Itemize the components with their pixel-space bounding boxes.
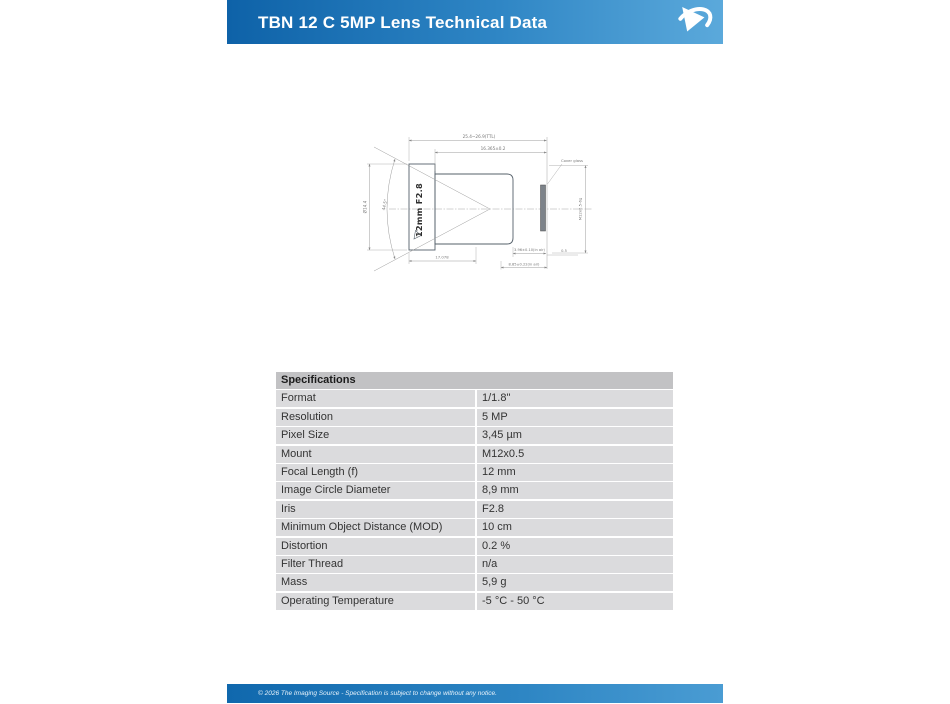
spec-value-cell: 12 mm <box>477 464 673 481</box>
spec-row <box>276 482 673 499</box>
fov-angle-label: 44.5° <box>380 198 389 211</box>
spec-label-cell: Resolution <box>276 409 475 426</box>
spec-value-cell: 8,9 mm <box>477 482 673 499</box>
spec-row <box>276 593 673 610</box>
bfl-a-label: 3.96±0.10(in air) <box>514 248 545 252</box>
spec-value-cell: 5 MP <box>477 409 673 426</box>
spec-value-cell: M12x0.5 <box>477 446 673 463</box>
spec-row <box>276 501 673 518</box>
fov-ray-upper <box>374 147 490 209</box>
footer-copyright-text: © 2026 The Imaging Source - Specification is subject to change without any notice. <box>258 690 497 697</box>
spec-row <box>276 409 673 426</box>
spec-row <box>276 446 673 463</box>
imaging-source-logo-icon <box>674 3 714 40</box>
cover-glass <box>541 185 546 231</box>
spec-label-cell: Iris <box>276 501 475 518</box>
thread-label: M12x0.5-6g <box>577 197 583 221</box>
spec-label-cell: Minimum Object Distance (MOD) <box>276 519 475 536</box>
barrel-length-label: 17.078 <box>435 254 449 260</box>
spec-value-cell: 5,9 g <box>477 574 673 591</box>
spec-row <box>276 427 673 444</box>
bfl-b-label: 8.85±0.22(in air) <box>508 262 540 267</box>
spec-label-cell: Pixel Size <box>276 427 475 444</box>
spec-row <box>276 574 673 591</box>
cg-thickness-label: 0.5 <box>561 249 567 253</box>
cover-glass-label: Cover glass <box>560 158 584 163</box>
spec-label-cell: Mass <box>276 574 475 591</box>
spec-value-cell: n/a <box>477 556 673 573</box>
spec-value-cell: 3,45 µm <box>477 427 673 444</box>
header-bar <box>227 0 723 44</box>
datasheet-page <box>227 0 723 703</box>
lens-marking-text: 12mm F2.8 <box>414 182 424 238</box>
spec-row <box>276 556 673 573</box>
specifications-table-header: Specifications <box>276 372 673 389</box>
spec-label-cell: Format <box>276 390 475 407</box>
spec-label-cell: Operating Temperature <box>276 593 475 610</box>
specifications-table <box>276 372 673 610</box>
specifications-rows <box>276 390 673 609</box>
spec-row <box>276 538 673 555</box>
spec-label-cell: Distortion <box>276 538 475 555</box>
spec-label-cell: Image Circle Diameter <box>276 482 475 499</box>
spec-label-cell: Focal Length (f) <box>276 464 475 481</box>
spec-row <box>276 519 673 536</box>
spec-value-cell: F2.8 <box>477 501 673 518</box>
footer-bar <box>227 684 723 703</box>
cover-glass-leader-line <box>548 164 563 184</box>
spec-value-cell: -5 °C - 50 °C <box>477 593 673 610</box>
spec-label-cell: Mount <box>276 446 475 463</box>
page-title: TBN 12 C 5MP Lens Technical Data <box>258 13 548 32</box>
spec-label-cell: Filter Thread <box>276 556 475 573</box>
lens-technical-drawing <box>357 122 607 285</box>
front-diameter-label: Ø14.4 <box>362 200 368 214</box>
spec-value-cell: 0.2 % <box>477 538 673 555</box>
flange-dim-label: 16.365±0.2 <box>480 146 506 151</box>
ttl-dim-label: 25.4~26.9(TTL) <box>462 134 496 139</box>
spec-value-cell: 1/1.8" <box>477 390 673 407</box>
fov-ray-lower <box>374 209 490 271</box>
spec-row <box>276 464 673 481</box>
spec-row <box>276 390 673 407</box>
spec-value-cell: 10 cm <box>477 519 673 536</box>
